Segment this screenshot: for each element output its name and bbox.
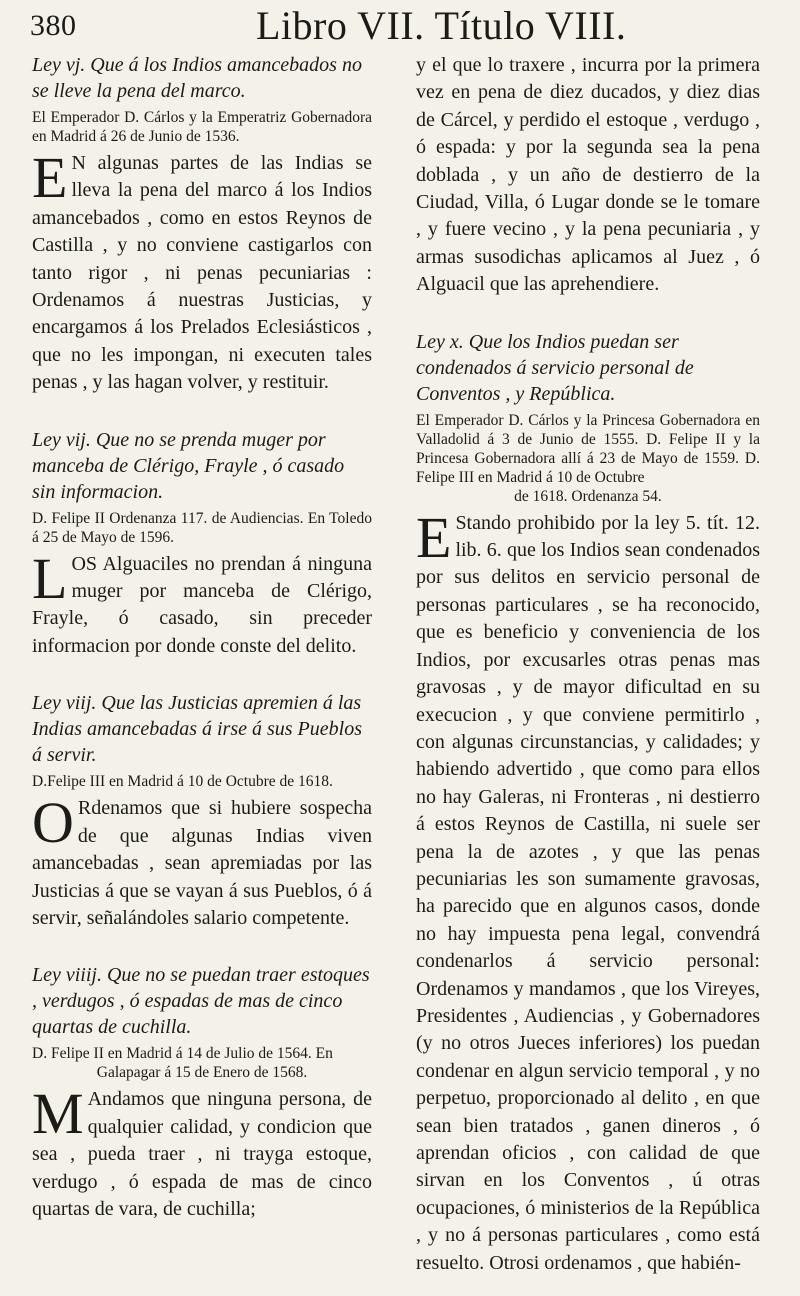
page-header bbox=[30, 2, 770, 50]
running-title: Libro VII. Título VIII. bbox=[256, 3, 627, 48]
law-9-decree bbox=[32, 1044, 372, 1082]
law-10-title: Ley x. Que los Indios puedan ser condenados á servicio personal de Conventos , y República. bbox=[416, 330, 694, 405]
law-9-text: Andamos que ninguna persona, de qualquier calidad, y condicion que sea , pueda traer , ni trayga estoque, verdugo , ó espada de mas de cinco quartas de vara, de cuchilla; bbox=[32, 1088, 372, 1220]
law-7-body bbox=[32, 545, 372, 661]
law-9-decree-line-2: Galapagar á 15 de Enero de 1568. bbox=[96, 1064, 308, 1082]
law-8-text: Rdenamos que si hubiere sospecha de que algunas Indias viven amancebadas , sean apremiadas por las Justicias á que se vayan á sus Pueblos, ó á servir, señalándoles salario competente. bbox=[32, 797, 372, 929]
law-6-decree: El Emperador D. Cárlos y la Emperatriz Gobernadora en Madrid á 26 de Junio de 1536. bbox=[32, 109, 372, 145]
law-8-title: Ley viij. Que las Justicias apremien á las Indias amancebadas á irse á sus Pueblos á servir. bbox=[32, 692, 362, 767]
law-9-body bbox=[32, 1081, 372, 1223]
law-8-decree: D.Felipe III en Madrid á 10 de Octubre de 1618. bbox=[32, 773, 333, 791]
law-6-title: Ley vj. Que á los Indios amancebados no se lleve la pena del marco. bbox=[32, 54, 362, 102]
law-10-initial: E bbox=[416, 504, 452, 570]
law-7-title: Ley vij. Que no se prenda muger por manceba de Clérigo, Frayle , ó casado sin informacion. bbox=[32, 428, 345, 503]
law-10-decree-line-2: de 1618. Ordenanza 54. bbox=[514, 487, 662, 505]
law-6-text: N algunas partes de las Indias se lleva la pena del marco á los Indios amancebados , como en estos Reynos de Castilla , y no conviene castigarlos con tanto rigor , ni penas pecuniarias : Ordenamos á nuestras Justicias, y encargamos á los Prelados Eclesiásticos , que no les impongan, ni executen tales penas , y las hagan volver, y restituir. bbox=[32, 152, 372, 394]
law-10-body bbox=[416, 504, 760, 1277]
law-7-initial: L bbox=[32, 545, 68, 611]
law-9-continuation: y el que lo traxere , incurra por la primera vez en pena de diez ducados, y diez dias de Cárcel, y perdido el estoque , verdugo , ó espada: y por la segunda sea la pena doblada , y un año de destierro de la Ciudad, Villa, ó Lugar donde se le tomare , y fuere vecino , y la pena pecuniaria , y armas susodichas aplicamos al Juez , ó Alguacil que las aprehendiere. bbox=[416, 54, 760, 296]
law-9-title: Ley viiij. Que no se puedan traer estoques , verdugos , ó espadas de mas de cinco quartas de cuchilla. bbox=[32, 964, 370, 1039]
law-8-body bbox=[32, 790, 372, 932]
law-7-decree: D. Felipe II Ordenanza 117. de Audiencias. En Toledo á 25 de Mayo de 1596. bbox=[32, 509, 372, 546]
law-10-decree-line-1: El Emperador D. Cárlos y la Princesa Gobernadora en Valladolid á 3 de Junio de 1555. D. Felipe II y la Princesa Gobernadora allí á 23 de Mayo de 1559. D. Felipe III en Madrid á 10 de Octubre bbox=[416, 411, 760, 486]
law-6-body bbox=[32, 145, 372, 397]
law-8-initial: O bbox=[32, 790, 74, 856]
right-column bbox=[416, 52, 760, 1277]
law-9-decree-line-1: D. Felipe II en Madrid á 14 de Julio de 1564. En bbox=[32, 1045, 333, 1063]
law-10-decree bbox=[416, 411, 760, 506]
page-number: 380 bbox=[30, 9, 77, 42]
law-9-initial: M bbox=[32, 1081, 84, 1147]
law-10-text: Stando prohibido por la ley 5. tít. 12. lib. 6. que los Indios sean condenados por sus delitos en servicio personal de personas particulares , se ha reconocido, que es beneficio y conveniencia de los Indios, por excusarles otras penas mas gravosas , y de mayor dificultad en su execucion , y que conviene permitirlo , con algunas circunstancias, y calidades; y habiendo advertido , que como para ellos no hay Galeras, ni Fronteras , ni destierro á estos Reynos de Castilla, ni suele ser pena la de azotes , y que las penas pecuniarias les son sumamente gravosas, ha parecido que en algunos casos, donde no hay impuesta pena legal, convendrá condenarlos á servicio personal: Ordenamos y mandamos , que los Vireyes, Presidentes , Audiencias , y Gobernadores (y no otros Jueces inferiores) los puedan condenar en algun servicio temporal , y no perpetuo, proporcionado al delito , en que sean bien tratados , ganen dineros , ó aprendan oficios , con calidad de que sirvan en los Conventos , ú otras ocupaciones, ó ministerios de la República , y no á personas particulares , como está resuelto. Otrosi ordenamos , que habién- bbox=[416, 511, 760, 1274]
law-7-text: OS Alguaciles no prendan á ninguna muger por manceba de Clérigo, Frayle, ó casado, sin preceder informacion por donde conste del delito. bbox=[32, 552, 372, 657]
law-6-initial: E bbox=[32, 145, 68, 210]
left-column bbox=[32, 52, 372, 1223]
